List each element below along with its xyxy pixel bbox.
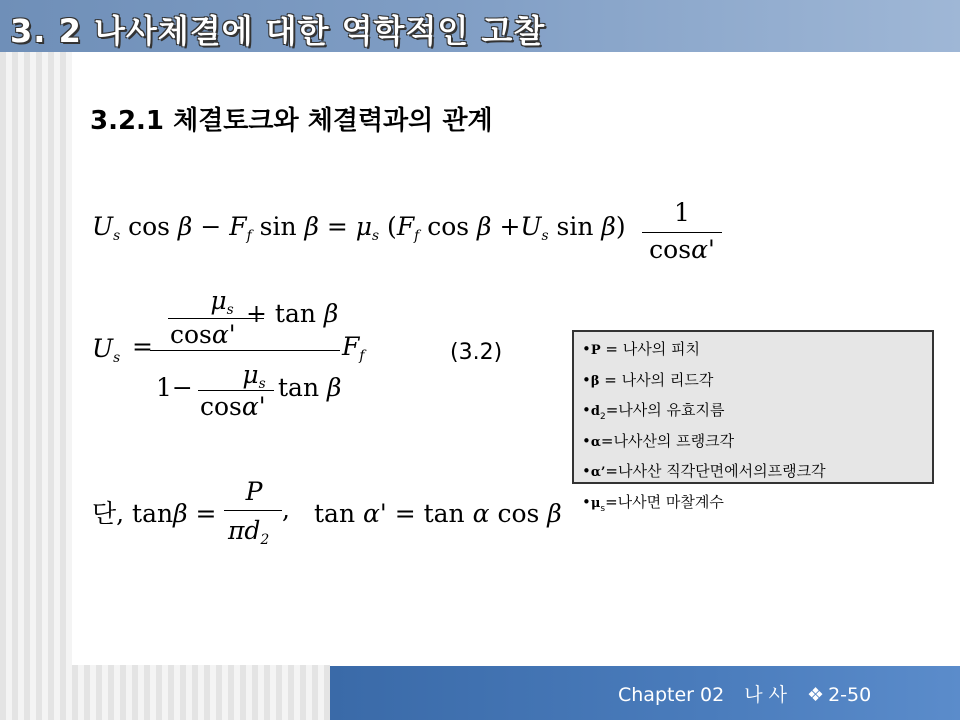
title-bar bbox=[0, 0, 960, 52]
definition-item: $•d_2=$나사의 유효지름 bbox=[582, 401, 725, 422]
bottom-stripe-background bbox=[0, 665, 330, 720]
definition-item: $•\mu_s=$나사면 마찰계수 bbox=[582, 492, 724, 514]
equation-1: $U_s$ $\cos \beta - F_f$ $\sin \beta = \mu_s$ ($F_f$ $\cos \beta +U_s$ sin β) bbox=[92, 212, 626, 244]
slide-title: 3. 2 나사체결에 대한 역학적인 고찰 bbox=[10, 12, 546, 50]
definition-item: •α’=나사산 직각단면에서의프랭크각 bbox=[582, 462, 826, 480]
definition-item: •P = 나사의 피치 bbox=[582, 340, 700, 358]
left-stripe-background bbox=[0, 0, 72, 720]
footer-text bbox=[618, 680, 885, 707]
equation-2: $\mu_s$ cosα' + tan β $U_s$ = $F_f$ 1− $\mu_s$ cosα' tan β bbox=[92, 286, 365, 421]
definition-item: •α=나사산의 프랭크각 bbox=[582, 431, 735, 450]
equation-1-fraction: 1 cosα' bbox=[642, 198, 722, 267]
definitions-box bbox=[572, 330, 934, 514]
formula-prefix: 단 bbox=[92, 499, 117, 528]
footer-page: 2-50 bbox=[828, 684, 872, 706]
definition-item: •β = 나사의 리드각 bbox=[582, 370, 714, 389]
footer-topic: 나 사 bbox=[744, 684, 787, 706]
footer-bar bbox=[330, 666, 960, 720]
equation-3: 단, tanβ = P $\pi d_2$ , tan α' = tan α cos β bbox=[92, 477, 562, 548]
diamond-icon: ❖ bbox=[807, 684, 825, 706]
equation-number: (3.2) bbox=[450, 340, 503, 365]
footer-chapter: Chapter 02 bbox=[618, 684, 725, 706]
section-subtitle: 3.2.1 체결토크와 체결력과의 관계 bbox=[90, 106, 493, 136]
